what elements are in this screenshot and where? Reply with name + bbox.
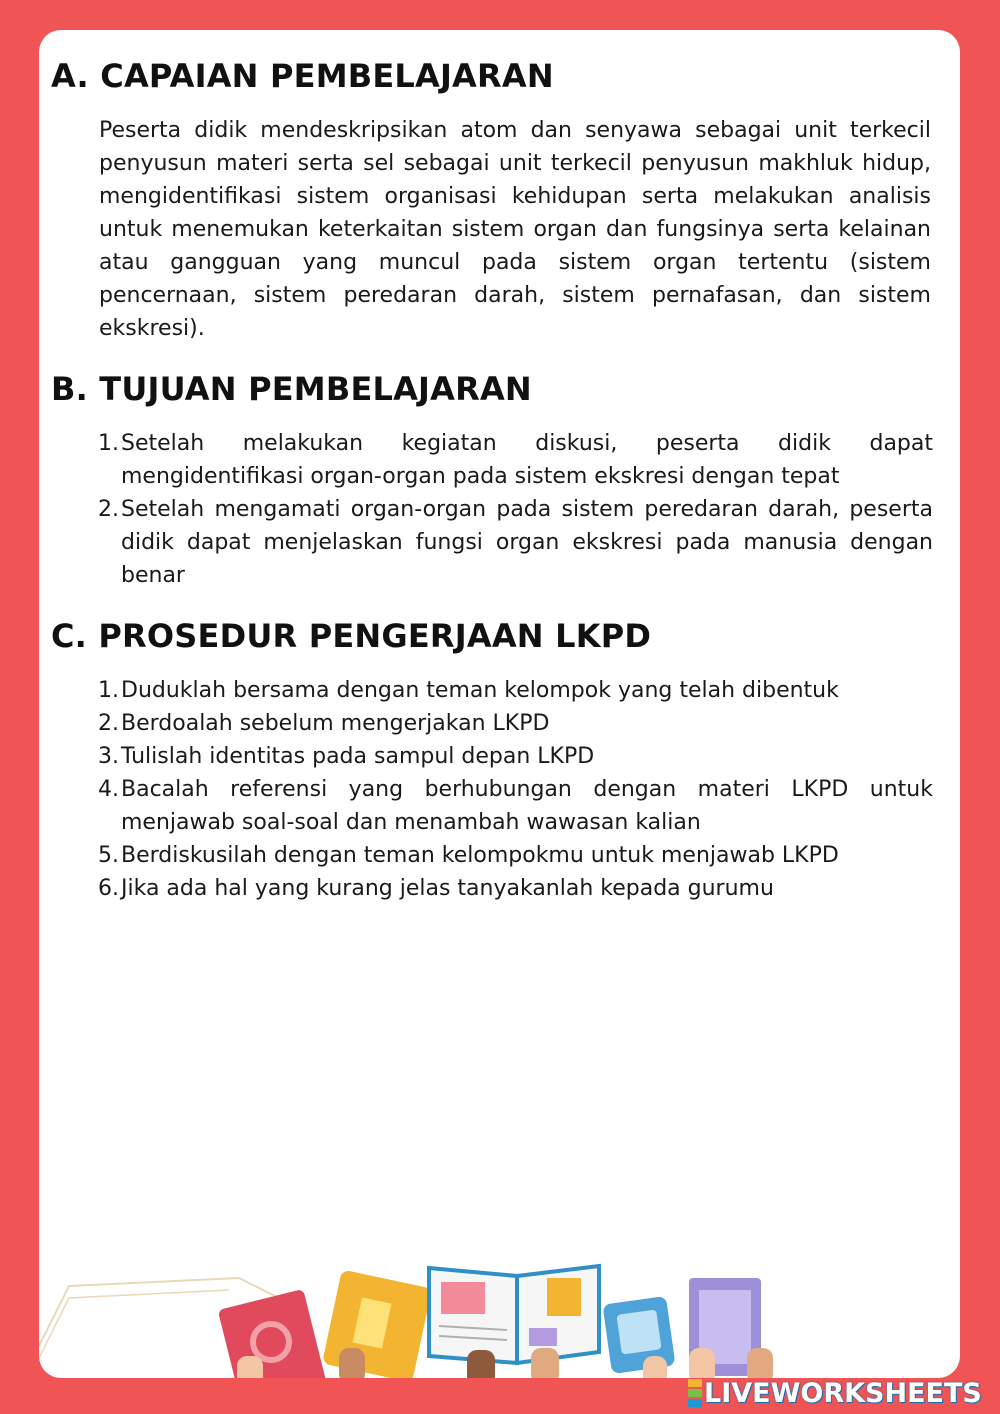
list-number: 3. xyxy=(98,744,119,769)
worksheet-card xyxy=(39,30,960,1378)
section-b-title: B. TUJUAN PEMBELAJARAN xyxy=(51,370,532,408)
brand-text: LIVEWORKSHEETS xyxy=(704,1377,982,1409)
section-c-title: C. PROSEDUR PENGERJAAN LKPD xyxy=(51,617,652,655)
list-item xyxy=(51,427,933,493)
list-number: 5. xyxy=(98,843,119,868)
list-text: Setelah melakukan kegiatan diskusi, peserta didik dapat mengidentifikasi organ-organ pada sistem ekskresi dengan tepat xyxy=(121,431,933,489)
list-item xyxy=(51,773,933,839)
section-a-title: A. CAPAIAN PEMBELAJARAN xyxy=(51,57,554,95)
list-item xyxy=(51,707,933,740)
list-item xyxy=(51,872,933,905)
worksheet-content xyxy=(51,56,933,905)
section-a-text: Peserta didik mendeskripsikan atom dan senyawa sebagai unit terkecil penyusun materi serta sel sebagai unit terkecil penyusun makhluk hidup, mengidentifikasi sistem organisasi kehidupan serta melakukan analisis untuk menemukan keterkaitan sistem organ dan fungsinya serta kelainan atau gangguan yang muncul pada sistem organ tertentu (sistem pencernaan, sistem peredaran darah, sistem pernafasan, dan sistem ekskresi). xyxy=(99,118,931,341)
list-text: Duduklah bersama dengan teman kelompok yang telah dibentuk xyxy=(121,678,839,703)
list-number: 2. xyxy=(98,711,119,736)
red-book-icon xyxy=(218,1289,329,1378)
yellow-book-icon xyxy=(322,1269,432,1378)
tujuan-list xyxy=(51,427,933,592)
section-capaian xyxy=(51,56,933,345)
prosedur-list xyxy=(51,674,933,905)
list-item xyxy=(51,674,933,707)
liveworksheets-brand xyxy=(688,1375,982,1411)
list-text: Bacalah referensi yang berhubungan dengan materi LKPD untuk menjawab soal-soal dan menambah wawasan kalian xyxy=(121,777,933,835)
list-text: Setelah mengamati organ-organ pada sistem peredaran darah, peserta didik dapat menjelaskan fungsi organ ekskresi pada manusia dengan benar xyxy=(121,497,933,588)
section-tujuan xyxy=(51,369,933,592)
list-number: 4. xyxy=(98,777,119,802)
list-number: 6. xyxy=(98,876,119,901)
list-item xyxy=(51,493,933,592)
list-text: Berdiskusilah dengan teman kelompokmu untuk menjawab LKPD xyxy=(121,843,839,868)
liveworksheets-logo-icon xyxy=(688,1378,702,1408)
section-prosedur xyxy=(51,616,933,905)
books-and-hands-illustration xyxy=(39,1238,960,1378)
list-text: Tulislah identitas pada sampul depan LKPD xyxy=(121,744,595,769)
list-text: Jika ada hal yang kurang jelas tanyakanlah kepada gurumu xyxy=(121,876,774,901)
list-text: Berdoalah sebelum mengerjakan LKPD xyxy=(121,711,550,736)
list-number: 2. xyxy=(98,497,119,522)
list-number: 1. xyxy=(98,431,119,456)
list-number: 1. xyxy=(98,678,119,703)
open-book-icon xyxy=(429,1266,599,1363)
list-item xyxy=(51,839,933,872)
list-item xyxy=(51,740,933,773)
